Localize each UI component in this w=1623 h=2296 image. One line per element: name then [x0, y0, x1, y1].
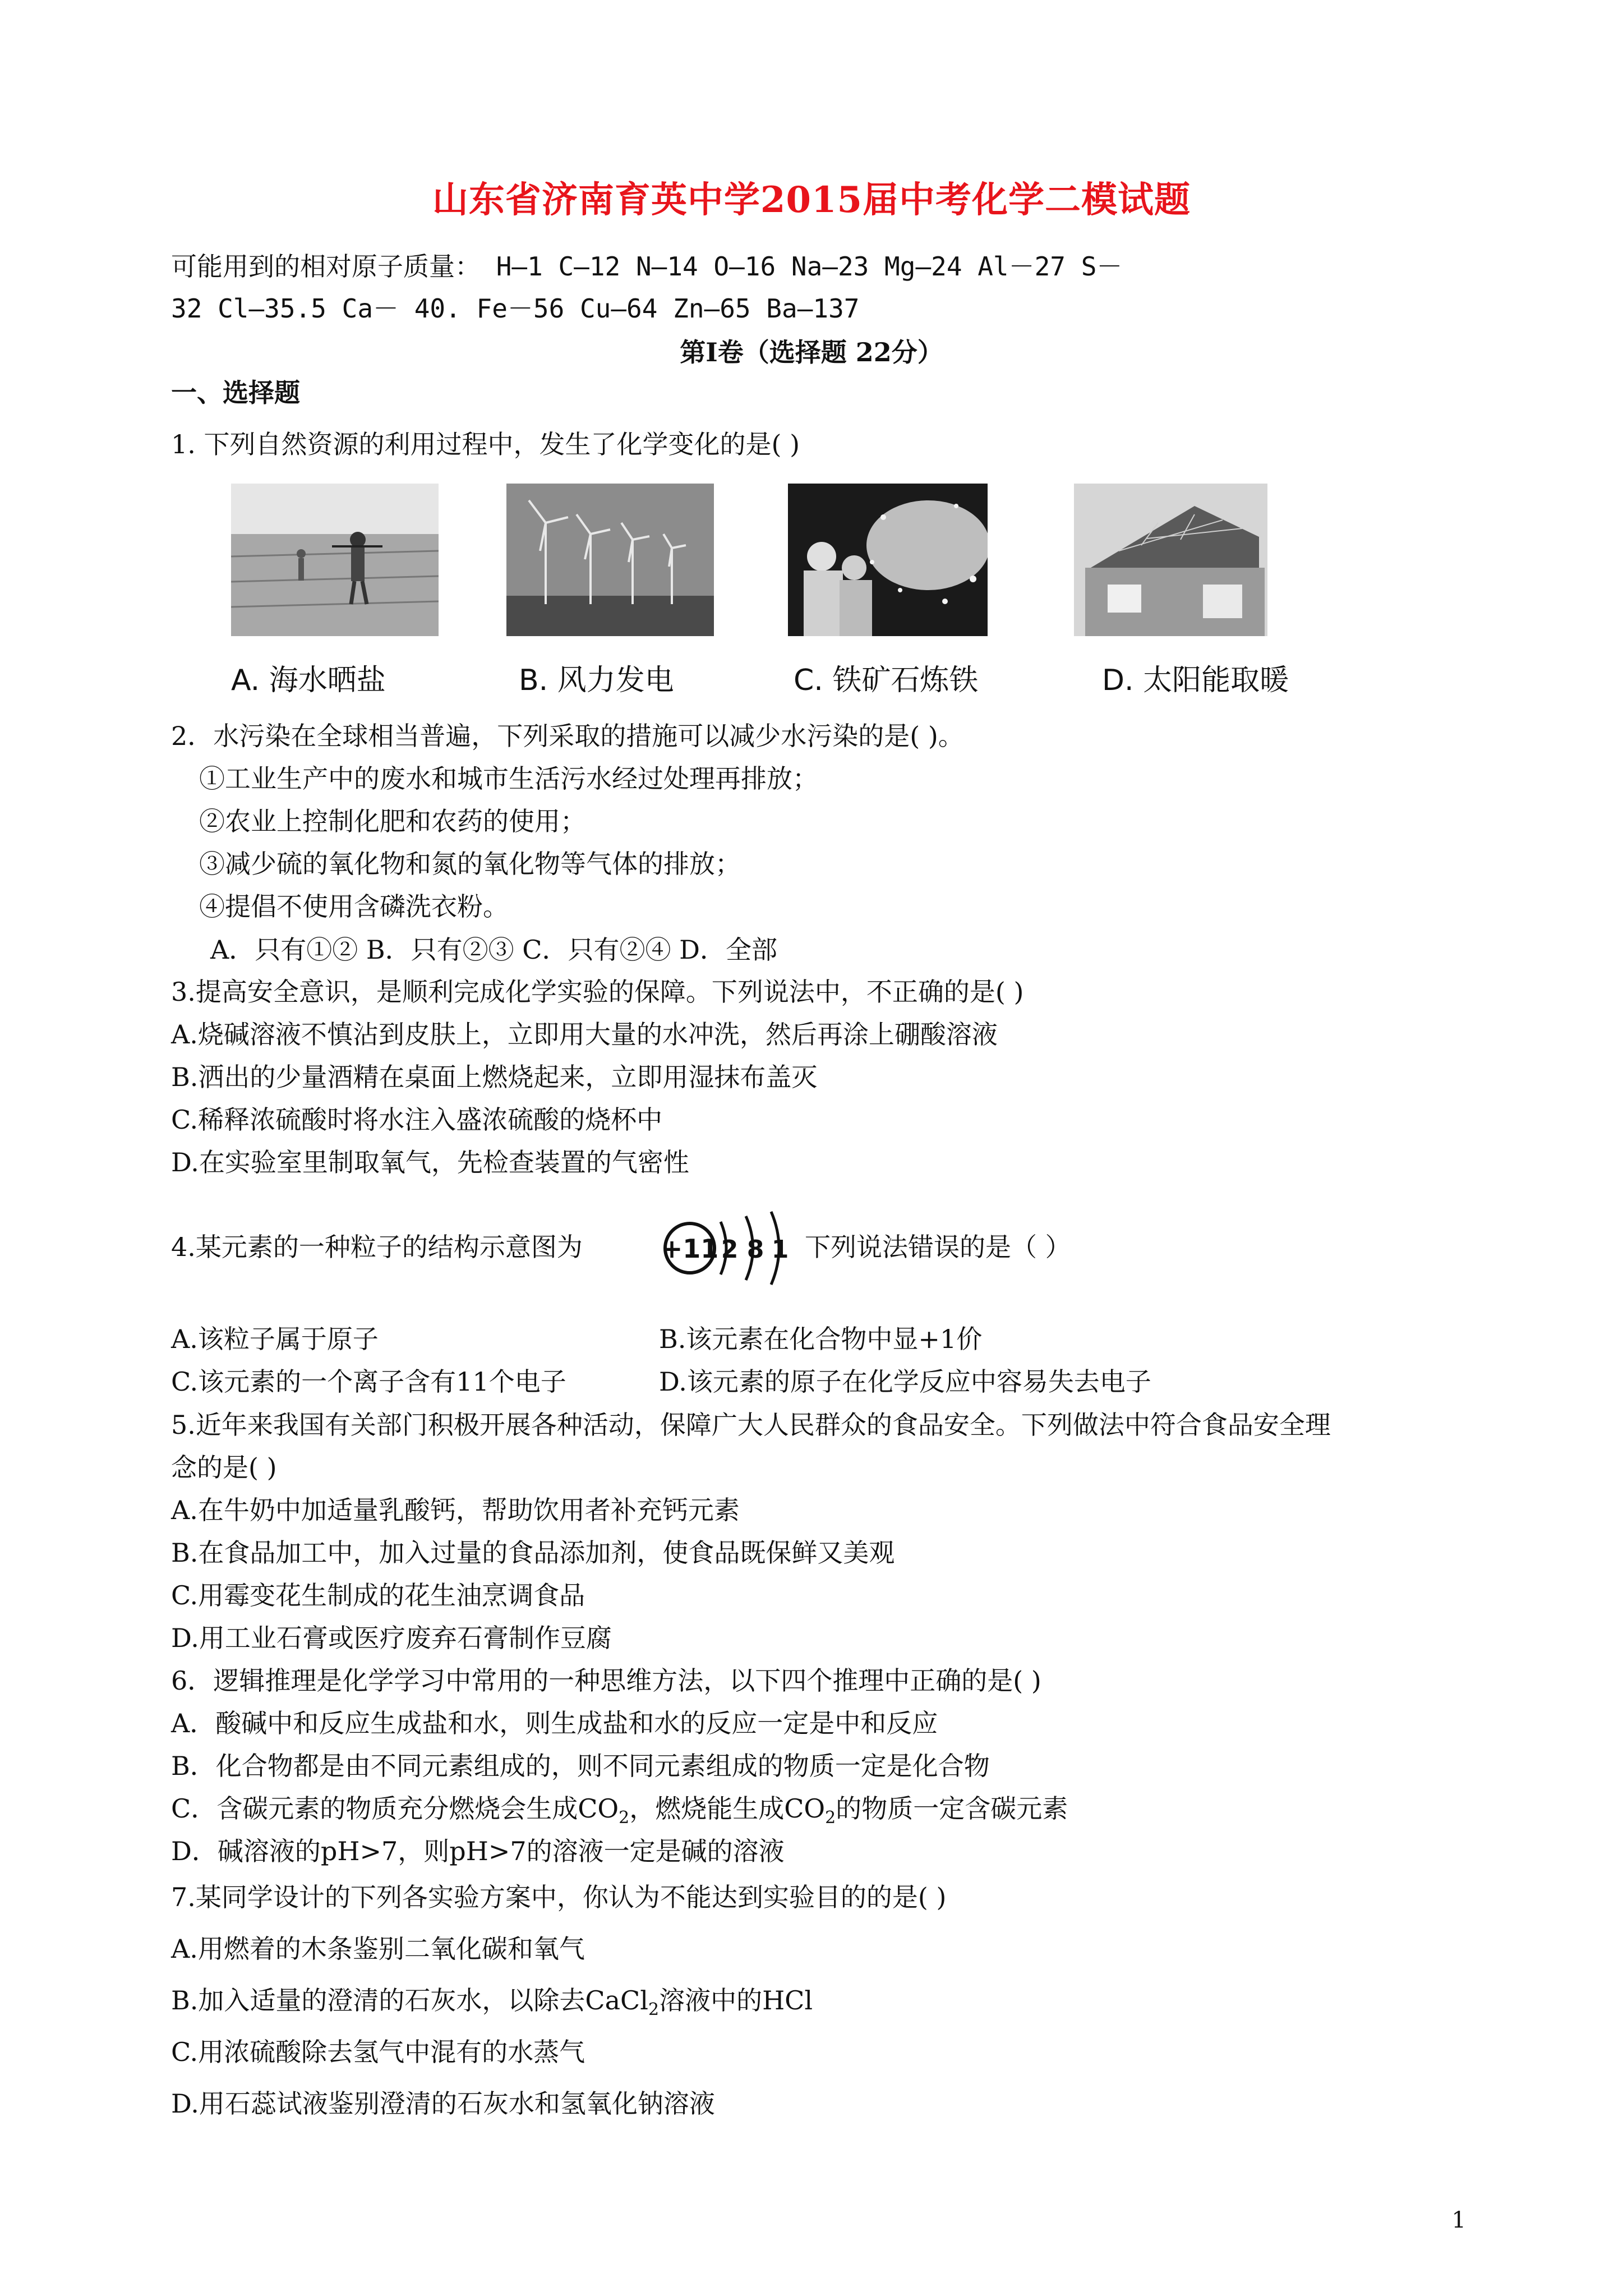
q3-option-d: D.在实验室里制取氧气，先检查装置的气密性	[171, 1147, 689, 1177]
q7-stem: 7.某同学设计的下列各实验方案中，你认为不能达到实验目的的是( )	[171, 1882, 947, 1912]
q4-option-b: B.该元素在化合物中显+1价	[659, 1324, 983, 1354]
q4-stem-b: 下列说法错误的是（ ）	[805, 1232, 1071, 1262]
q5-stem-line-2: 念的是( )	[171, 1452, 277, 1483]
q2-item-3: ③减少硫的氧化物和氮的氧化物等气体的排放；	[199, 849, 741, 879]
q2-options: A．只有①② B．只有②③ C．只有②④ D．全部	[210, 935, 777, 965]
q2-item-4: ④提倡不使用含磷洗衣粉。	[199, 891, 509, 922]
atomic-mass-line-1: 可能用到的相对原子质量： H—1 C—12 N—14 O—16 Na—23 Mg—24 Al－27 S－	[171, 251, 1123, 282]
atom-structure-diagram	[659, 1206, 794, 1290]
shell-1-electrons: 2	[721, 1235, 739, 1264]
q6-option-b: B．化合物都是由不同元素组成的，则不同元素组成的物质一定是化合物	[171, 1751, 990, 1781]
q6-option-a: A．酸碱中和反应生成盐和水，则生成盐和水的反应一定是中和反应	[171, 1708, 938, 1738]
q2-item-1: ①工业生产中的废水和城市生活污水经过处理再排放；	[199, 763, 818, 794]
section-header: 第Ⅰ卷（选择题 22分）	[680, 337, 943, 367]
q6-option-d: D．碱溶液的pH>7，则pH>7的溶液一定是碱的溶液	[171, 1836, 785, 1866]
q2-item-2: ②农业上控制化肥和农药的使用；	[199, 806, 586, 836]
q3-option-b: B.洒出的少量酒精在桌面上燃烧起来，立即用湿抹布盖灭	[171, 1062, 818, 1092]
q5-stem-line-1: 5.近年来我国有关部门积极开展各种活动，保障广大人民群众的食品安全。下列做法中符合食品安全理	[171, 1410, 1331, 1440]
q3-stem: 3.提高安全意识，是顺利完成化学实验的保障。下列说法中，不正确的是( )	[171, 977, 1024, 1007]
salt-field-photo	[231, 484, 439, 636]
q1-caption-a: A. 海水晒盐	[231, 664, 386, 697]
q4-option-c: C.该元素的一个离子含有11个电子	[171, 1366, 566, 1397]
q5-option-a: A.在牛奶中加适量乳酸钙，帮助饮用者补充钙元素	[171, 1495, 740, 1525]
shell-3-electrons: 1	[771, 1235, 789, 1264]
q4-option-d: D.该元素的原子在化学反应中容易失去电子	[659, 1366, 1151, 1397]
q5-option-c: C.用霉变花生制成的花生油烹调食品	[171, 1580, 585, 1611]
q4-stem-a: 4.某元素的一种粒子的结构示意图为	[171, 1232, 583, 1262]
q1-caption-d: D. 太阳能取暖	[1102, 664, 1289, 697]
q3-option-c: C.稀释浓硫酸时将水注入盛浓硫酸的烧杯中	[171, 1105, 663, 1135]
q5-option-b: B.在食品加工中，加入过量的食品添加剂，使食品既保鲜又美观	[171, 1538, 895, 1568]
q7-option-d: D.用石蕊试液鉴别澄清的石灰水和氢氧化钠溶液	[171, 2088, 715, 2119]
q5-option-d: D.用工业石膏或医疗废弃石膏制作豆腐	[171, 1623, 612, 1653]
part-one-heading: 一、选择题	[171, 378, 300, 408]
nucleus-label: +11	[661, 1234, 719, 1264]
q4-option-a: A.该粒子属于原子	[171, 1324, 379, 1354]
q1-caption-c: C. 铁矿石炼铁	[794, 664, 979, 697]
page-number: 1	[1451, 2207, 1466, 2233]
q2-stem: 2．水污染在全球相当普遍，下列采取的措施可以减少水污染的是( )。	[171, 721, 964, 751]
solar-panel-photo	[1074, 484, 1267, 636]
q3-option-a: A.烧碱溶液不慎沾到皮肤上，立即用大量的水冲洗，然后再涂上硼酸溶液	[171, 1019, 998, 1050]
q1-caption-b: B. 风力发电	[519, 664, 674, 697]
wind-turbine-photo	[506, 484, 714, 636]
atomic-mass-line-2: 32 Cl—35.5 Ca－ 40. Fe－56 Cu—64 Zn—65 Ba—137	[171, 293, 860, 324]
page-title: 山东省济南育英中学2015届中考化学二模试题	[432, 179, 1191, 221]
q7-option-c: C.用浓硫酸除去氢气中混有的水蒸气	[171, 2037, 585, 2067]
q6-stem: 6．逻辑推理是化学学习中常用的一种思维方法，以下四个推理中正确的是( )	[171, 1665, 1041, 1696]
shell-2-electrons: 8	[746, 1235, 764, 1264]
q1-stem: 1. 下列自然资源的利用过程中，发生了化学变化的是( )	[171, 429, 800, 459]
q6-option-c: C．含碳元素的物质充分燃烧会生成$CO_2$，燃烧能生成$CO_2$的物质一定含碳元素	[171, 1793, 1068, 1828]
q7-option-b: B.加入适量的澄清的石灰水，以除去CaCl$_2$溶液中的HCl	[171, 1985, 813, 2020]
q7-option-a: A.用燃着的木条鉴别二氧化碳和氧气	[171, 1934, 585, 1964]
steel-smelting-photo	[788, 484, 988, 636]
